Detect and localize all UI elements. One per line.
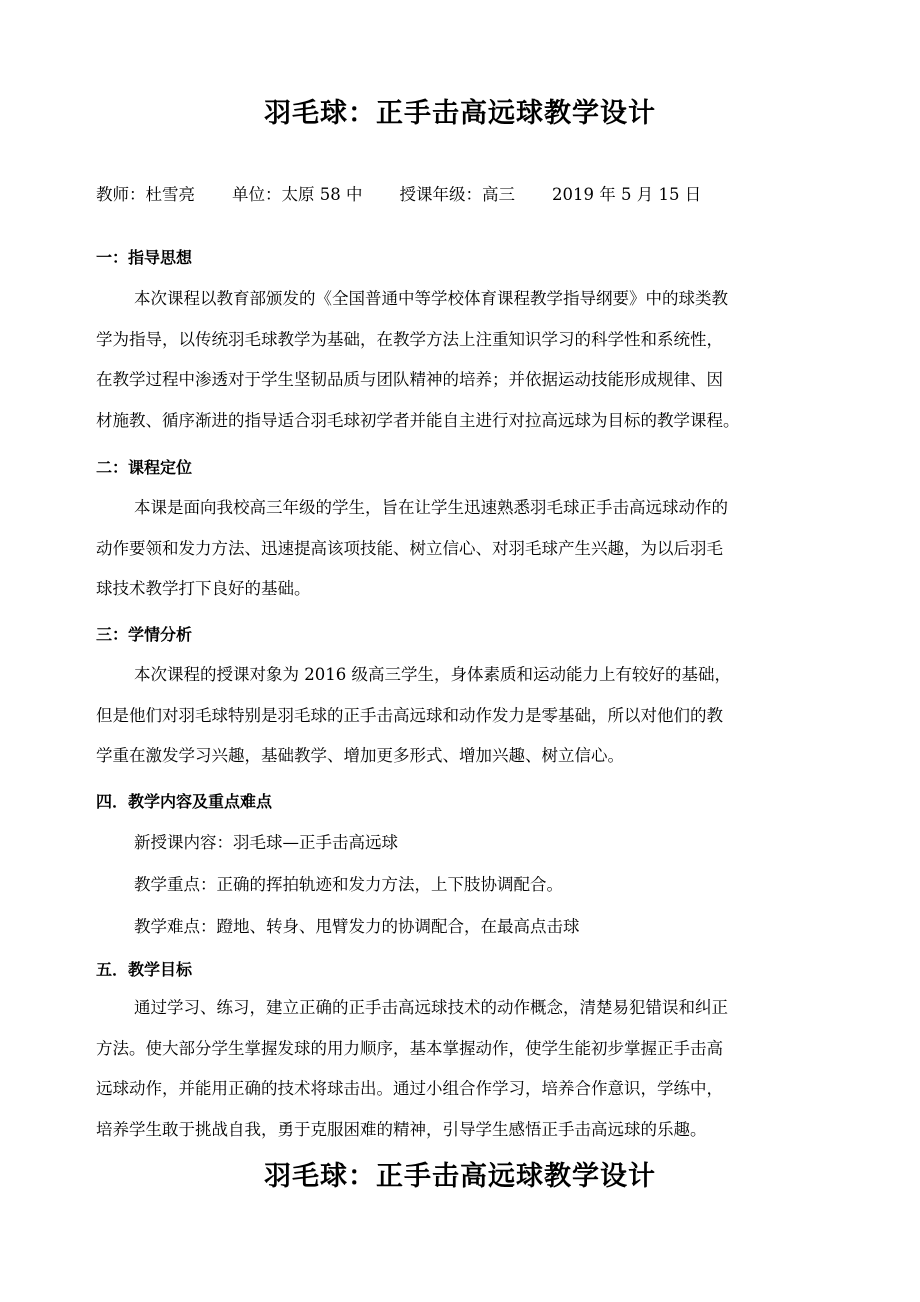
section-body-student-analysis bbox=[96, 655, 806, 777]
paragraph-line: 本次课程以教育部颁发的《全国普通中等学校体育课程教学指导纲要》中的球类教 bbox=[134, 289, 728, 308]
key-point-item: 教学重点：正确的挥拍轨迹和发力方法，上下肢协调配合。 bbox=[134, 875, 563, 894]
paragraph-line: 在教学过程中渗透对于学生坚韧品质与团队精神的培养；并依据运动技能形成规律、因 bbox=[96, 370, 723, 389]
paragraph-line: 远球动作，并能用正确的技术将球击出。通过小组合作学习，培养合作意识，学练中， bbox=[96, 1079, 723, 1098]
paragraph-line: 材施教、循序渐进的指导适合羽毛球初学者并能自主进行对拉高远球为目标的教学课程。 bbox=[96, 410, 740, 430]
section-body-teaching-goals bbox=[96, 988, 806, 1150]
paragraph-line: 本课是面向我校高三年级的学生，旨在让学生迅速熟悉羽毛球正手击高远球动作的 bbox=[134, 498, 728, 517]
paragraph-line: 培养学生敢于挑战自我，勇于克服困难的精神，引导学生感悟正手击高远球的乐趣。 bbox=[96, 1119, 707, 1139]
date-info: 2019 年 5 月 15 日 bbox=[552, 185, 702, 204]
section-heading-content-key-points: 四．教学内容及重点难点 bbox=[96, 792, 273, 811]
new-content-item: 新授课内容：羽毛球—正手击高远球 bbox=[134, 833, 398, 852]
paragraph-line: 本次课程的授课对象为 2016 级高三学生，身体素质和运动能力上有较好的基础， bbox=[134, 665, 731, 684]
section-heading-teaching-goals: 五．教学目标 bbox=[96, 960, 193, 979]
paragraph-line: 方法。使大部分学生掌握发球的用力顺序，基本掌握动作，使学生能初步掌握正手击高 bbox=[96, 1038, 723, 1058]
difficulty-item: 教学难点：蹬地、转身、甩臂发力的协调配合，在最高点击球 bbox=[134, 917, 580, 936]
section-body-course-positioning bbox=[96, 488, 806, 610]
paragraph-line: 但是他们对羽毛球特别是羽毛球的正手击高远球和动作发力是零基础，所以对他们的教 bbox=[96, 705, 723, 725]
paragraph-line: 学为指导，以传统羽毛球教学为基础，在教学方法上注重知识学习的科学性和系统性， bbox=[96, 329, 723, 349]
paragraph-line: 通过学习、练习，建立正确的正手击高远球技术的动作概念，清楚易犯错误和纠正 bbox=[134, 998, 728, 1017]
section-heading-student-analysis: 三：学情分析 bbox=[96, 625, 193, 644]
section-heading-guiding-ideology: 一：指导思想 bbox=[96, 248, 193, 267]
section-body-guiding-ideology bbox=[96, 279, 806, 441]
paragraph-line: 球技术教学打下良好的基础。 bbox=[96, 579, 311, 598]
paragraph-line: 学重在激发学习兴趣，基础教学、增加更多形式、增加兴趣、树立信心。 bbox=[96, 746, 624, 765]
document-title-repeat: 羽毛球：正手击高远球教学设计 bbox=[264, 1161, 656, 1192]
section-heading-course-positioning: 二：课程定位 bbox=[96, 458, 193, 477]
paragraph-line: 动作要领和发力方法、迅速提高该项技能、树立信心、对羽毛球产生兴趣，为以后羽毛 bbox=[96, 538, 723, 558]
grade-info: 授课年级：高三 bbox=[399, 185, 515, 204]
document-title: 羽毛球：正手击高远球教学设计 bbox=[264, 98, 656, 129]
unit-info: 单位：太原 58 中 bbox=[232, 185, 363, 204]
meta-line bbox=[96, 181, 701, 205]
teacher-info: 教师：杜雪亮 bbox=[96, 185, 195, 204]
